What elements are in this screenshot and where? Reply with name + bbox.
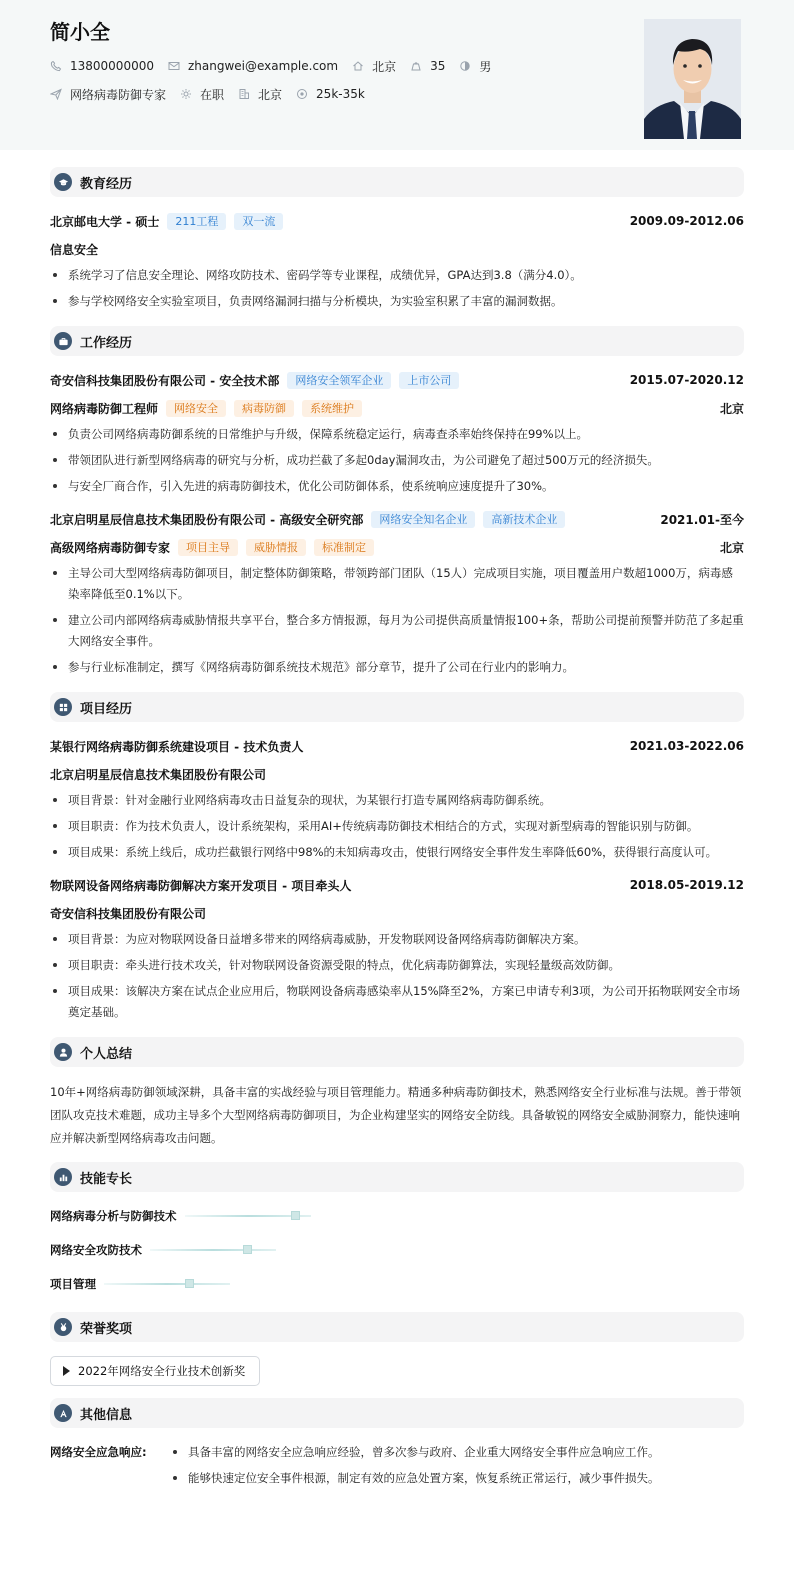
section-skills-title: 技能专长 [80,1171,133,1187]
skill-level-bar [185,1215,311,1217]
role-row [50,537,744,557]
grid-icon [54,698,72,716]
skill-level-bar [150,1249,276,1251]
list-item: 带领团队进行新型网络病毒的研究与分析，成功拦截了多起0day漏洞攻击，为公司避免了超过500万元的经济损失。 [50,450,744,471]
project-title: 某银行网络病毒防御系统建设项目 - 技术负责人 [50,739,304,754]
role-tag: 威胁情报 [246,539,306,556]
skill-name: 网络病毒分析与防御技术 [50,1209,177,1223]
phone-text: 13800000000 [70,59,154,73]
summary-text: 10年+网络病毒防御领域深耕，具备丰富的实战经验与项目管理能力。精通多种病毒防御技术，熟悉网络安全行业标准与法规。善于带领团队攻克技术难题，成功主导多个大型网络病毒防御项目，为企业构建坚实的网络安全防线。具备敏锐的网络安全威胁洞察力，能快速响应并解决新型网络病毒攻击问题。 [50,1085,742,1145]
briefcase-icon [54,332,72,350]
skill-level-knob [185,1279,194,1288]
company-tag: 网络安全领军企业 [287,372,391,389]
school-tag: 双一流 [234,213,283,230]
contact-row [50,58,744,74]
work-date: 2021.01-至今 [660,512,744,527]
location-item [352,58,396,75]
other-label: 网络安全应急响应: [50,1445,147,1459]
skill-name: 网络安全攻防技术 [50,1243,142,1257]
role-row [50,398,744,418]
salary-text: 25k-35k [316,87,365,101]
other-info [50,1442,744,1494]
graduation-cap-icon [54,173,72,191]
list-item: 参与学校网络安全实验室项目，负责网络漏洞扫描与分析模块，为实验室积累了丰富的漏洞数据。 [50,291,744,312]
project-bullets [50,790,744,863]
section-awards-title: 荣誉奖项 [80,1321,133,1337]
project-org: 奇安信科技集团股份有限公司 [50,906,207,921]
project-date: 2021.03-2022.06 [629,739,744,753]
project-title: 物联网设备网络病毒防御解决方案开发项目 - 项目牵头人 [50,878,352,893]
list-item: 项目成果：系统上线后，成功拦截银行网络中98%的未知病毒攻击，使银行网络安全事件发生率降低60%，获得银行高度认可。 [50,842,744,863]
list-item: 与安全厂商合作，引入先进的病毒防御技术，优化公司防御体系，使系统响应速度提升了30%。 [50,476,744,497]
section-projects [50,692,744,722]
resume-body [0,167,794,1494]
profile-photo [644,19,741,139]
education-date: 2009.09-2012.06 [629,214,744,228]
location-text: 北京 [372,59,397,74]
phone-item [50,59,154,73]
list-item: 负责公司网络病毒防御系统的日常维护与升级，保障系统稳定运行，病毒查杀率始终保持在99%以上。 [50,424,744,445]
list-item: 建立公司内部网络病毒威胁情报共享平台，整合多方情报源，每月为公司提供高质量情报100+条，帮助公司提前预警并防范了多起重大网络安全事件。 [50,610,744,652]
email-item [168,59,338,73]
major-row [50,239,744,259]
skill-item [50,1240,402,1260]
role-tag: 标准制定 [314,539,374,556]
company-name: 奇安信科技集团股份有限公司 - 安全技术部 [50,373,280,388]
project-org: 北京启明星辰信息技术集团股份有限公司 [50,767,267,782]
skills-list [50,1206,744,1308]
position-text: 网络病毒防御专家 [70,87,167,102]
play-icon [63,1366,70,1376]
skill-item [50,1274,402,1294]
school-name: 北京邮电大学 - 硕士 [50,214,160,229]
candidate-name: 简小全 [50,20,110,44]
role-tag: 病毒防御 [234,400,294,417]
company-name: 北京启明星辰信息技术集团股份有限公司 - 高级安全研究部 [50,512,364,527]
section-work [50,326,744,356]
send-icon [50,88,62,100]
work-bullets [50,424,744,497]
section-work-title: 工作经历 [80,335,133,351]
section-awards [50,1312,744,1342]
role-tag: 系统维护 [302,400,362,417]
city-text: 北京 [258,87,283,102]
gender-text: 男 [479,59,492,74]
major-name: 信息安全 [50,242,99,257]
building-icon [238,88,250,100]
section-other [50,1398,744,1428]
role-name: 高级网络病毒防御专家 [50,540,171,555]
work-bullets [50,563,744,678]
age-item [410,59,445,73]
list-item: 项目背景：为应对物联网设备日益增多带来的网络病毒威胁，开发物联网设备网络病毒防御解决方案。 [50,929,744,950]
gender-icon [459,60,471,72]
mail-icon [168,60,180,72]
home-icon [352,60,364,72]
company-row [50,370,744,390]
list-item: 主导公司大型网络病毒防御项目，制定整体防御策略，带领跨部门团队（15人）完成项目实施，项目覆盖用户数超1000万，病毒感染率降低至0.1%以下。 [50,563,744,605]
work-date: 2015.07-2020.12 [629,373,744,387]
section-education-title: 教育经历 [80,176,133,192]
section-other-title: 其他信息 [80,1407,133,1423]
work-entry [50,370,744,497]
gender-item [459,58,491,75]
salary-item [296,87,365,101]
phone-icon [50,60,62,72]
calendar-icon [410,60,422,72]
section-skills [50,1162,744,1192]
education-entry [50,211,744,312]
list-item: 项目背景：针对金融行业网络病毒攻击日益复杂的现状，为某银行打造专属网络病毒防御系统。 [50,790,744,811]
project-entry [50,736,744,863]
project-title-row [50,736,744,756]
skill-level-bar [104,1283,230,1285]
school-tag: 211工程 [167,213,226,230]
project-entry [50,875,744,1023]
medal-icon [54,1318,72,1336]
role-name: 网络病毒防御工程师 [50,401,159,416]
list-item: 项目职责：作为技术负责人，设计系统架构，采用AI+传统病毒防御技术相结合的方式，实现对新型病毒的智能识别与防御。 [50,816,744,837]
resume-header [0,0,794,150]
award-item[interactable] [50,1356,260,1386]
section-summary [50,1037,744,1067]
email-text: zhangwei@example.com [187,59,339,73]
bar-chart-icon [54,1168,72,1186]
list-item: 系统学习了信息安全理论、网络攻防技术、密码学等专业课程，成绩优异，GPA达到3.8（满分4.0）。 [50,265,744,286]
gear-icon [180,88,192,100]
user-icon [54,1043,72,1061]
company-tag: 高新技术企业 [483,511,565,528]
project-title-row [50,875,744,895]
skill-item [50,1206,402,1226]
section-summary-title: 个人总结 [80,1046,133,1062]
list-item: 项目职责：牵头进行技术攻关，针对物联网设备资源受限的特点，优化病毒防御算法，实现轻量级高效防御。 [50,955,744,976]
work-city: 北京 [719,401,744,416]
other-bullets [170,1442,744,1494]
company-tag: 上市公司 [399,372,459,389]
list-item: 参与行业标准制定，撰写《网络病毒防御系统技术规范》部分章节，提升了公司在行业内的影响力。 [50,657,744,678]
education-bullets [50,265,744,312]
job-row [50,86,744,102]
role-tag: 网络安全 [166,400,226,417]
section-education [50,167,744,197]
section-projects-title: 项目经历 [80,701,133,717]
age-text: 35 [430,59,446,73]
award-text: 2022年网络安全行业技术创新奖 [78,1364,246,1378]
list-item: 项目成果：该解决方案在试点企业应用后，物联网设备病毒感染率从15%降至2%，方案已申请专利3项，为公司开拓物联网安全市场奠定基础。 [50,981,744,1023]
list-item: 能够快速定位安全事件根源，制定有效的应急处置方案，恢复系统正常运行，减少事件损失。 [170,1468,744,1489]
work-entry [50,509,744,678]
status-text: 在职 [200,87,225,102]
position-item [50,86,166,103]
work-city: 北京 [719,540,744,555]
education-header-row [50,211,744,231]
project-bullets [50,929,744,1023]
list-item: 具备丰富的网络安全应急响应经验，曾多次参与政府、企业重大网络安全事件应急响应工作。 [170,1442,744,1463]
info-icon [54,1404,72,1422]
project-date: 2018.05-2019.12 [629,878,744,892]
skill-level-knob [291,1211,300,1220]
project-org-row [50,764,744,784]
city-item [238,86,282,103]
project-org-row [50,903,744,923]
company-tag: 网络安全知名企业 [371,511,475,528]
status-item [180,86,224,103]
company-row [50,509,744,529]
role-tag: 项目主导 [178,539,238,556]
skill-name: 项目管理 [50,1277,96,1291]
skill-level-knob [243,1245,252,1254]
coin-icon [296,88,308,100]
